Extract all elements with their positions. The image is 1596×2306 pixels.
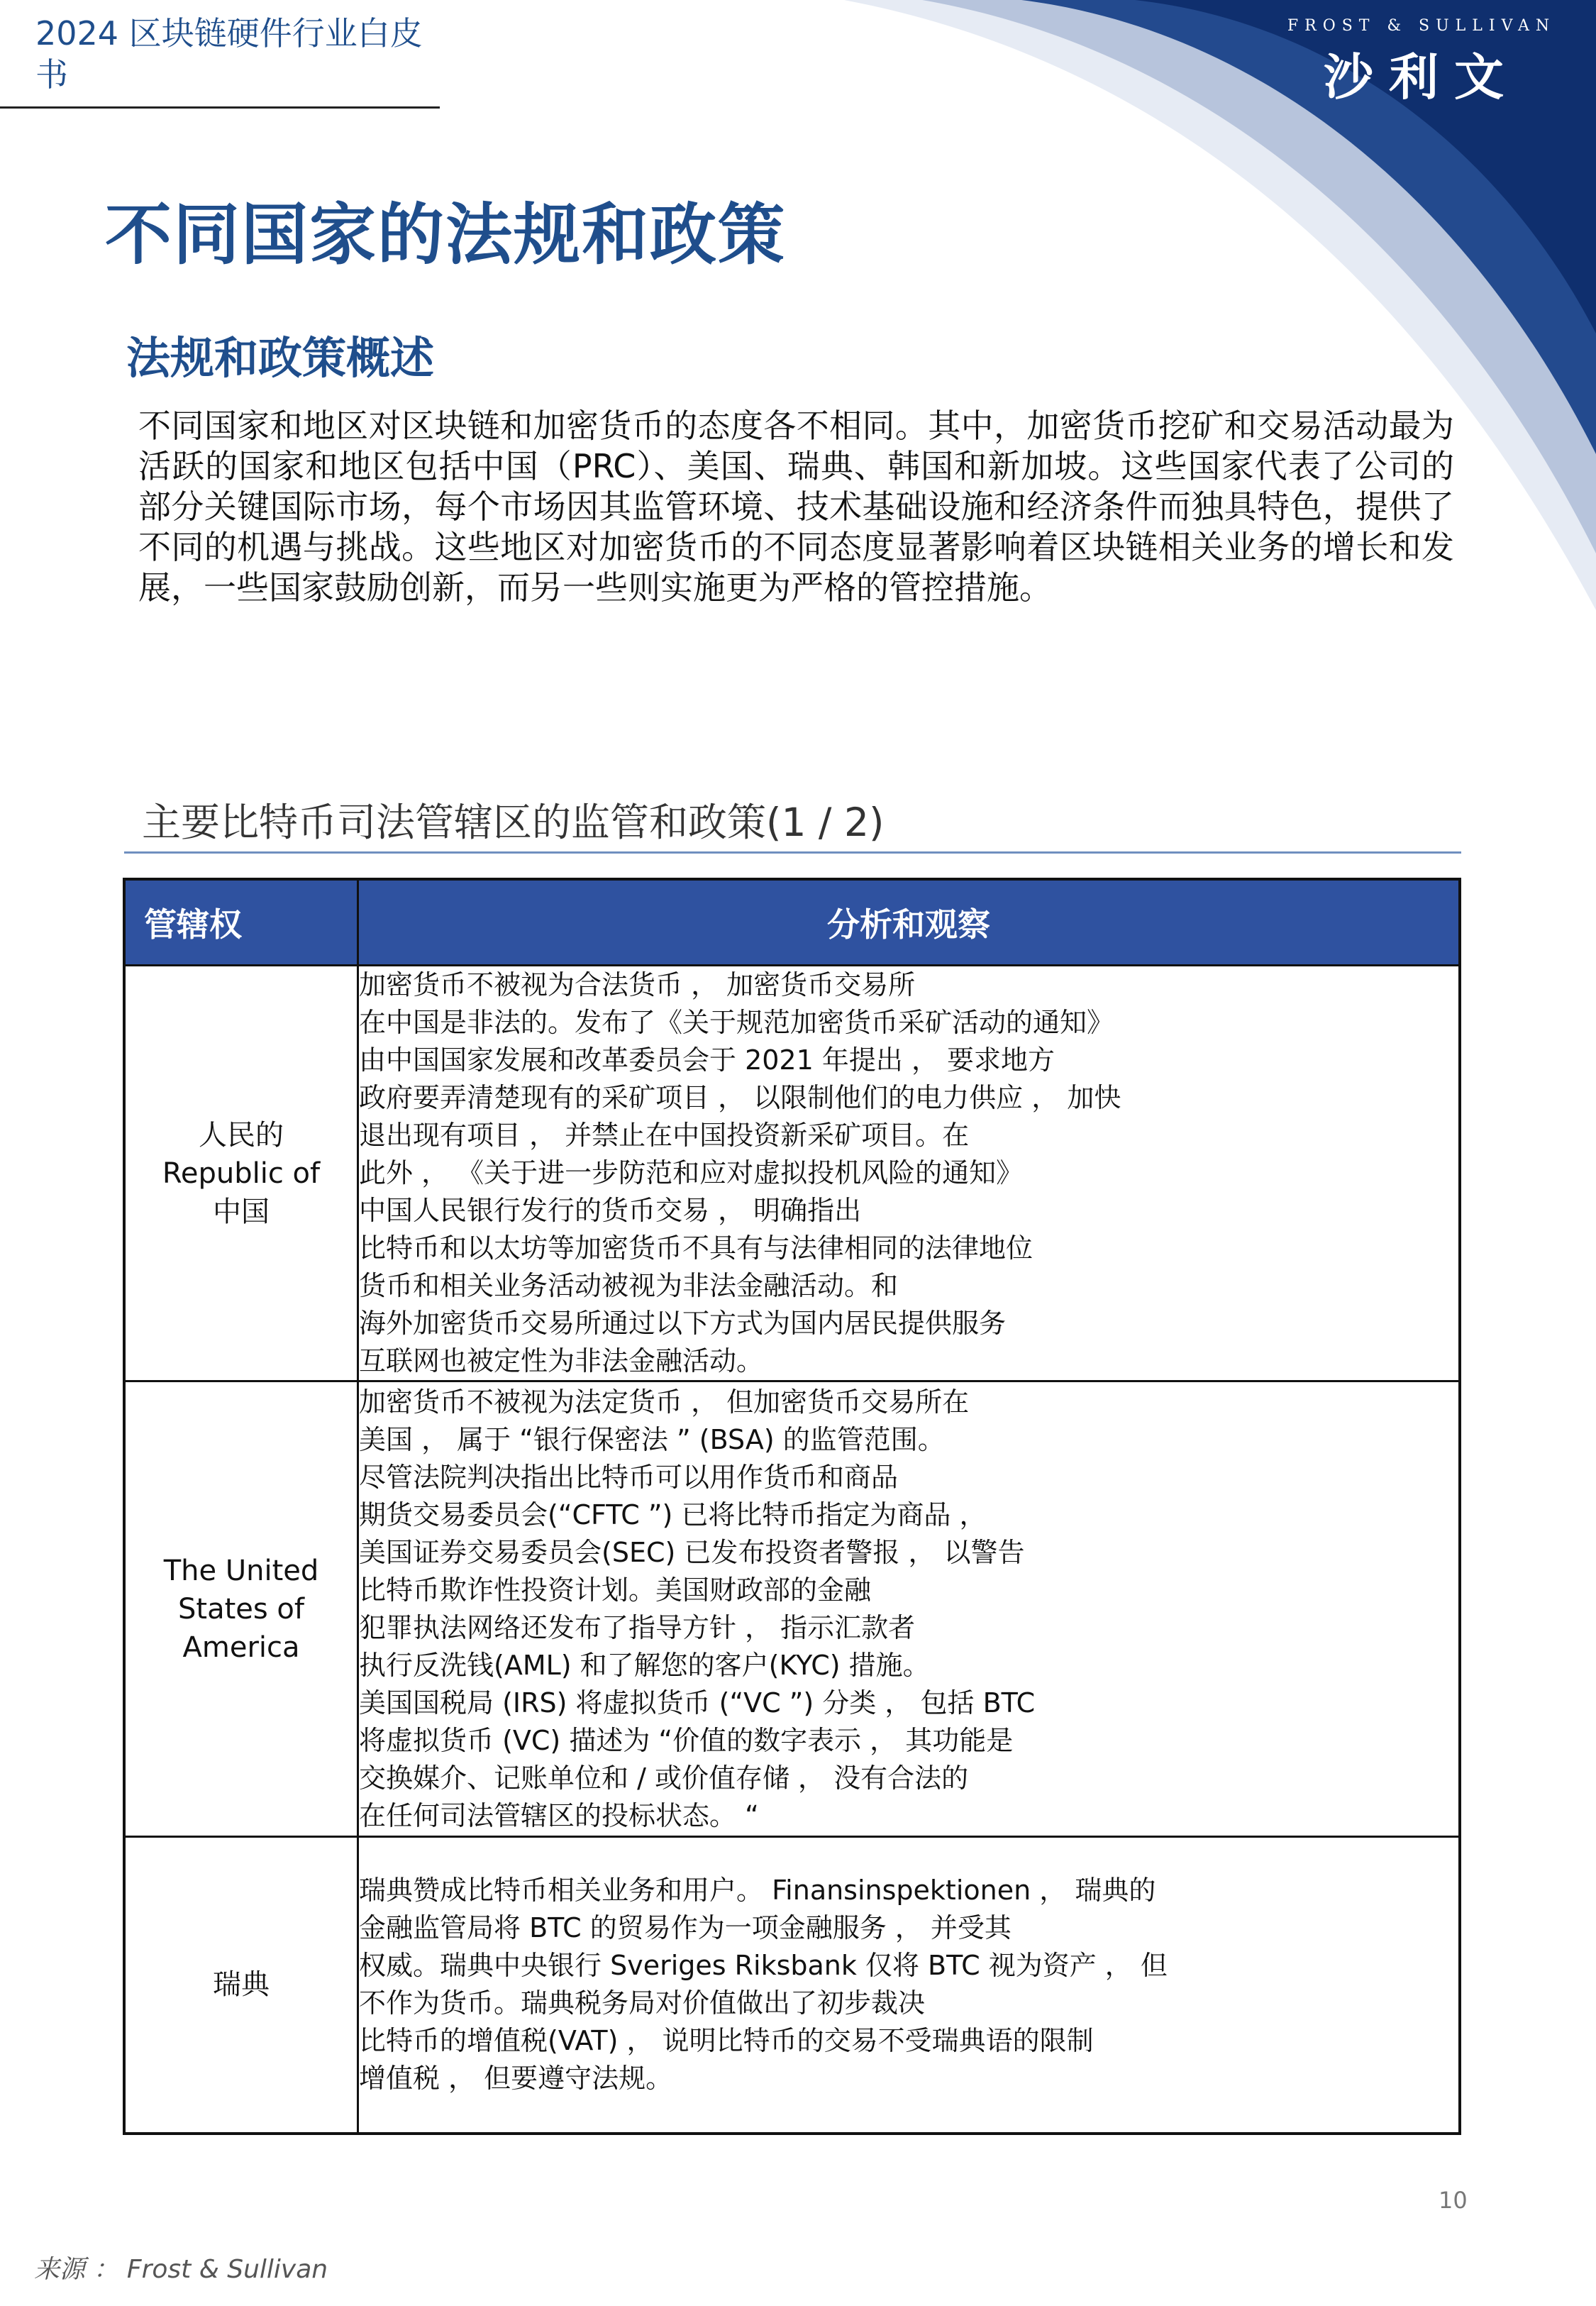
header-jurisdiction: 管辖权 <box>124 879 358 966</box>
jurisdiction-line: America <box>182 1631 300 1664</box>
analysis-line: 在任何司法管辖区的投标状态。 “ <box>359 1799 759 1831</box>
table-header-row <box>124 879 1460 966</box>
jurisdiction-line: 中国 <box>213 1195 270 1228</box>
analysis-line: 美国国税局 (IRS) 将虚拟货币 (“VC ”) 分类 ， 包括 BTC <box>359 1687 1036 1719</box>
page-number: 10 <box>1439 2187 1468 2214</box>
table-row-china <box>124 966 1460 1381</box>
analysis-line: 货币和相关业务活动被视为非法金融活动。和 <box>359 1270 899 1301</box>
jurisdiction-line: Republic of <box>162 1157 321 1190</box>
analysis-line: 瑞典赞成比特币相关业务和用户。 Finansinspektionen ， 瑞典的 <box>359 1875 1156 1907</box>
analysis-line: 中国人民银行发行的货币交易 ， 明确指出 <box>359 1195 862 1226</box>
brand-name-en: FROST & SULLIVAN <box>1287 17 1556 35</box>
table-row-sweden <box>124 1837 1460 2134</box>
section-title: 法规和政策概述 <box>126 332 435 384</box>
table-row-usa <box>124 1381 1460 1837</box>
analysis-line: 比特币的增值税(VAT) ， 说明比特币的交易不受瑞典语的限制 <box>359 2025 1094 2057</box>
source-note: 来源 ： Frost & Sullivan <box>34 2255 328 2284</box>
analysis-line: 比特币和以太坊等加密货币不具有与法律相同的法律地位 <box>359 1232 1033 1264</box>
analysis-line: 金融监管局将 BTC 的贸易作为一项金融服务 ， 并受其 <box>359 1912 1012 1944</box>
analysis-line: 期货交易委员会(“CFTC ”) 已将比特币指定为商品 ， <box>359 1499 987 1530</box>
jurisdiction-cell <box>124 1837 358 2134</box>
analysis-line: 比特币欺诈性投资计划。美国财政部的金融 <box>359 1574 872 1606</box>
jurisdiction-line: The United <box>163 1554 319 1587</box>
header-divider <box>0 106 440 109</box>
analysis-line: 增值税 ， 但要遵守法规。 <box>359 2063 673 2095</box>
analysis-line: 权威。瑞典中央银行 Sveriges Riksbank 仅将 BTC 视为资产 ， 但 <box>359 1950 1168 1982</box>
brand-name-cn: 沙利文 <box>1324 48 1519 106</box>
caption-divider <box>124 851 1461 854</box>
analysis-line: 美国 ， 属于 “银行保密法 ” (BSA) 的监管范围。 <box>359 1423 945 1455</box>
analysis-line: 犯罪执法网络还发布了指导方针 ， 指示汇款者 <box>359 1611 916 1643</box>
analysis-line: 将虚拟货币 (VC) 描述为 “价值的数字表示 ， 其功能是 <box>359 1724 1014 1756</box>
intro-paragraph: 不同国家和地区对区块链和加密货币的态度各不相同。其中，加密货币挖矿和交易活动最为活跃的国家和地区包括中国（PRC）、美国、瑞典、韩国和新加坡。这些国家代表了公司的部分关键国际市场，每个市场因其监管环境、技术基础设施和经济条件而独具特色，提供了不同的机遇与挑战。这些地区对加密货币的不同态度显著影响着区块链相关业务的增长和发展，一些国家鼓励创新，而另一些则实施更为严格的管控措施。 <box>138 407 1454 607</box>
analysis-cell <box>358 966 1461 1381</box>
analysis-line: 不作为货币。瑞典税务局对价值做出了初步裁决 <box>359 1987 926 2019</box>
jurisdiction-line: 人民的 <box>199 1118 284 1152</box>
analysis-line: 美国证券交易委员会(SEC) 已发布投资者警报 ， 以警告 <box>359 1536 1025 1568</box>
document-title: 2024 区块链硬件行业白皮书 <box>35 14 423 94</box>
analysis-line: 尽管法院判决指出比特币可以用作货币和商品 <box>359 1461 899 1493</box>
analysis-line: 加密货币不被视为法定货币 ， 但加密货币交易所在 <box>359 1386 970 1418</box>
analysis-line: 互联网也被定性为非法金融活动。 <box>359 1345 764 1377</box>
analysis-line: 政府要弄清楚现有的采矿项目 ， 以限制他们的电力供应 ， 加快 <box>359 1082 1121 1113</box>
analysis-line: 此外 ， 《关于进一步防范和应对虚拟投机风险的通知》 <box>359 1157 1024 1188</box>
page-title: 不同国家的法规和政策 <box>105 197 787 274</box>
analysis-cell <box>358 1381 1461 1837</box>
analysis-line: 海外加密货币交易所通过以下方式为国内居民提供服务 <box>359 1308 1007 1339</box>
analysis-cell <box>358 1837 1461 2134</box>
jurisdiction-line: States of <box>178 1592 304 1626</box>
analysis-line: 退出现有项目 ， 并禁止在中国投资新采矿项目。在 <box>359 1120 970 1151</box>
jurisdiction-line: 瑞典 <box>213 1968 270 2002</box>
jurisdiction-cell <box>124 1381 358 1837</box>
analysis-line: 在中国是非法的。发布了《关于规范加密货币采矿活动的通知》 <box>359 1007 1114 1038</box>
analysis-line: 执行反洗钱(AML) 和了解您的客户(KYC) 措施。 <box>359 1649 930 1681</box>
brand-logo <box>1273 17 1570 109</box>
regulation-table <box>123 878 1461 2135</box>
analysis-line: 交换媒介、记账单位和 / 或价值存储 ， 没有合法的 <box>359 1762 969 1794</box>
table-caption: 主要比特币司法管辖区的监管和政策(1 / 2) <box>142 800 885 845</box>
analysis-line: 加密货币不被视为合法货币 ， 加密货币交易所 <box>359 969 916 1000</box>
analysis-line: 由中国国家发展和改革委员会于 2021 年提出 ， 要求地方 <box>359 1044 1055 1076</box>
header-analysis: 分析和观察 <box>358 879 1461 966</box>
jurisdiction-cell <box>124 966 358 1381</box>
